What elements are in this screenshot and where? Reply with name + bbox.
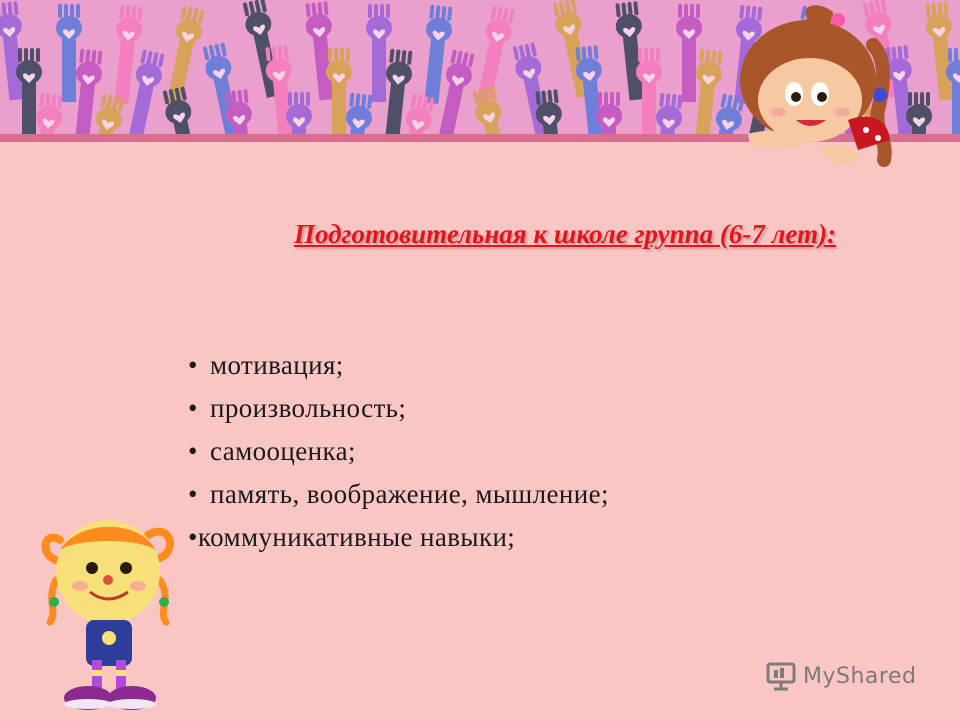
bullet: • bbox=[188, 522, 198, 552]
bullet: • bbox=[188, 393, 198, 423]
list-item-text: произвольность; bbox=[210, 393, 407, 423]
cartoon-girl-peeking-illustration bbox=[738, 0, 960, 190]
bullet: • bbox=[188, 479, 198, 509]
projector-screen-icon bbox=[765, 661, 797, 691]
myshared-watermark bbox=[765, 656, 916, 696]
list-item bbox=[188, 387, 609, 430]
bullet: • bbox=[188, 436, 198, 466]
list-item bbox=[188, 473, 609, 516]
cartoon-doll-girl-illustration bbox=[38, 510, 188, 715]
slide-title: Подготовительная к школе группа (6-7 лет): bbox=[293, 219, 837, 249]
list-item-text: самооценка; bbox=[210, 436, 356, 466]
list-item bbox=[188, 344, 609, 387]
list-item bbox=[188, 516, 609, 559]
watermark-brand: MyShared bbox=[803, 663, 917, 689]
list-item-text: коммуникативные навыки; bbox=[198, 522, 516, 552]
bullet: • bbox=[188, 350, 198, 380]
list-item bbox=[188, 430, 609, 473]
skills-list bbox=[188, 344, 609, 559]
list-item-text: память, воображение, мышление; bbox=[210, 479, 609, 509]
list-item-text: мотивация; bbox=[210, 350, 344, 380]
